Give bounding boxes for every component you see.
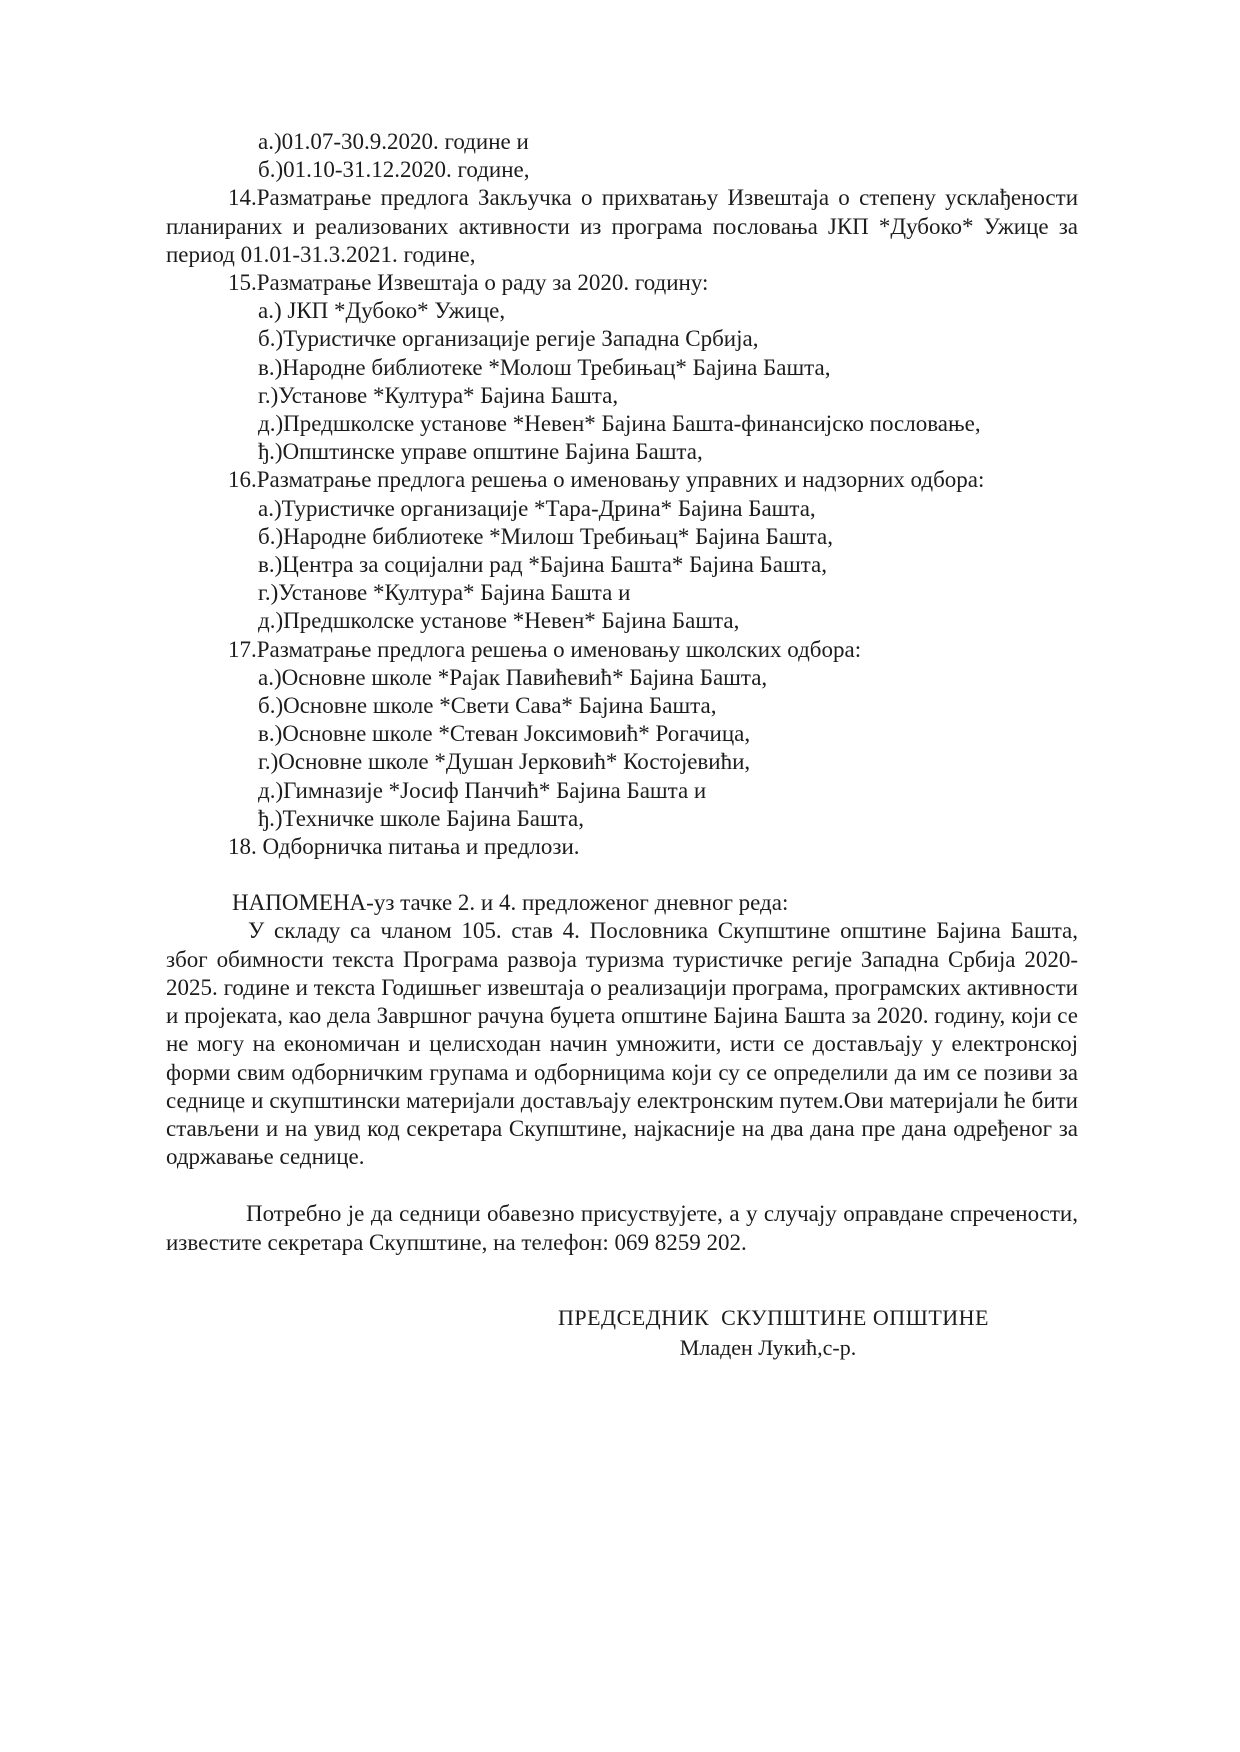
agenda-subitem-15dj: ђ.)Општинске управе општине Бајина Башта, [258,439,703,465]
signature-title: ПРЕДСЕДНИК СКУПШТИНЕ ОПШТИНЕ [558,1304,989,1330]
agenda-subitem-13a: а.)01.07-30.9.2020. године и [258,129,529,154]
attendance-paragraph: Потребно је да седници обавезно присуствујете, а у случају оправдане спречености, известите секретара Скупштине, на телефон: 069 8259 202. [166,1201,1078,1255]
agenda-subitem-17g: г.)Основне школе *Душан Јерковић* Костојевићи, [258,749,751,775]
agenda-subitem-15g: г.)Установе *Култура* Бајина Башта, [258,382,619,408]
note-heading: НАПОМЕНА-уз тачке 2. и 4. предложеног дневног реда: [232,890,789,916]
agenda-subitem-15v: в.)Народне библиотеке *Молош Требињац* Бајина Башта, [258,354,831,380]
document-body [166,128,1078,1363]
agenda-item-17: 17.Разматрање предлога решења о именовању школских одбора: [228,636,862,662]
signature-name: Младен Лукић,с-р. [679,1334,857,1360]
agenda-subitem-17a: а.)Основне школе *Рајак Павићевић* Бајина Башта, [258,664,768,690]
agenda-subitem-16v: в.)Центра за социјални рад *Бајина Башта* Бајина Башта, [258,552,827,578]
agenda-item-15: 15.Разматрање Извештаја о раду за 2020. годину: [228,270,709,296]
agenda-subitem-16g: г.)Установе *Култура* Бајина Башта и [258,580,631,606]
agenda-item-14: 14.Разматрање предлога Закључка о прихватању Извештаја о степену усклађености планираних и реализованих активности из програма пословања ЈКП *Дубоко* Ужице за период 01.01-31.3.2021. године, [166,185,1078,267]
agenda-item-18: 18. Одборничка питања и предлози. [228,834,580,860]
agenda-subitem-17dj: ђ.)Техничке школе Бајина Башта, [258,805,584,831]
agenda-subitem-15a: а.) ЈКП *Дубоко* Ужице, [258,298,506,324]
agenda-subitem-17v: в.)Основне школе *Стеван Јоксимовић* Рогачица, [258,721,751,747]
signature-block [558,1303,989,1363]
agenda-subitem-17d: д.)Гимназије *Јосиф Панчић* Бајина Башта и [258,777,707,803]
agenda-subitem-17b: б.)Основне школе *Свети Сава* Бајина Башта, [258,693,717,719]
agenda-subitem-16b: б.)Народне библиотеке *Милош Требињац* Бајина Башта, [258,523,833,549]
agenda-subitem-15b: б.)Туристичке организације регије Западна Србија, [258,326,759,352]
agenda-subitem-16a: а.)Туристичке организације *Тара-Дрина* Бајина Башта, [258,495,816,521]
agenda-subitem-15d: д.)Предшколске установе *Невен* Бајина Башта-финансијско пословање, [258,411,981,437]
note-body: У складу са чланом 105. став 4. Пословника Скупштине општине Бајина Башта, због обимности текста Програма развоја туризма туристичке регије Западна Србија 2020-2025. године и текста Годишњег извештаја о реализацији програма, програмских активности и пројеката, као дела Завршног рачуна буџета општине Бајина Башта за 2020. годину, који се не могу на економичан и целисходан начин умножити, исти се достављају у електронској форми свим одборничким групама и одборницима који су се определили да им се позиви за седнице и скупштински материјали достављају електронским путем.Ови материјали ће бити стављени и на увид код секретара Скупштине, најкасније на два дана пре дана одређеног за одржавање седнице. [166,918,1078,1170]
agenda-subitem-16d: д.)Предшколске установе *Невен* Бајина Башта, [258,608,740,634]
agenda-subitem-13b: б.)01.10-31.12.2020. године, [258,157,530,183]
agenda-item-16: 16.Разматрање предлога решења о именовању управних и надзорних одбора: [228,467,985,493]
